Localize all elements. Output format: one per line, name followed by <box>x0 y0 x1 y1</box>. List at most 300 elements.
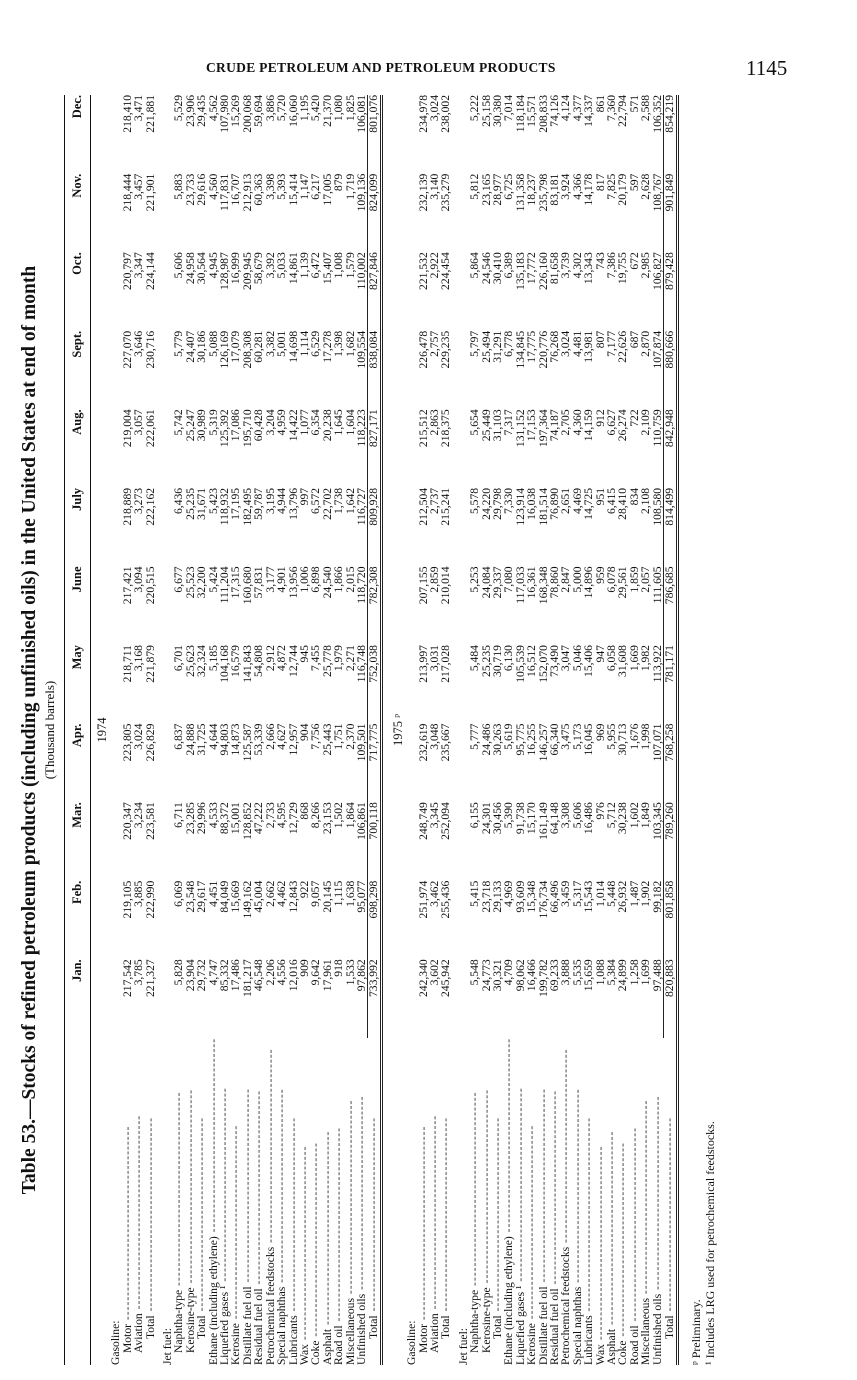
value-cell: 901,849 <box>664 174 677 253</box>
value-cell: 28,410 <box>616 487 630 520</box>
value-cell: 219,004 <box>120 409 134 448</box>
value-cell: 74,187 <box>548 409 562 442</box>
value-cell: 118,720 <box>354 566 368 604</box>
value-cell: 117,831 <box>218 173 232 211</box>
value-cell: 13,343 <box>582 252 596 285</box>
row-label-text: Total <box>195 1315 209 1339</box>
value-cell: 6,389 <box>502 252 516 279</box>
value-cell: 31,725 <box>195 723 209 756</box>
value-cell: 6,677 <box>172 566 186 593</box>
value-cell: 15,170 <box>525 802 539 835</box>
value-cell: 12,843 <box>286 880 300 913</box>
value-cell: 14,725 <box>582 487 596 520</box>
row-label-text: Total <box>367 1315 381 1339</box>
value-cell: 25,494 <box>479 330 493 363</box>
value-cell: 16,255 <box>525 723 539 756</box>
value-cell: 801,858 <box>664 881 677 960</box>
value-cell: 25,235 <box>479 645 493 677</box>
value-cell: 4,481 <box>570 330 584 357</box>
value-cell: 45,004 <box>252 880 266 913</box>
value-cell: 1,579 <box>343 252 357 279</box>
value-cell: 110,759 <box>650 409 664 447</box>
leader-dots: ---------------------------------------- <box>479 1088 493 1288</box>
leader-dots: ---------------------------------------- <box>593 1145 607 1345</box>
value-cell: 1,751 <box>332 723 346 750</box>
value-cell: 94,803 <box>218 723 232 756</box>
value-cell: 5,001 <box>275 330 289 357</box>
value-cell: 1,533 <box>343 959 357 986</box>
month-header: May <box>65 645 91 724</box>
value-cell: 12,957 <box>286 723 300 756</box>
value-cell: 6,130 <box>502 645 516 672</box>
value-cell: 14,896 <box>582 566 596 599</box>
table-caption <box>19 95 58 1365</box>
value-cell: 3,048 <box>427 723 441 750</box>
value-cell: 26,274 <box>616 409 630 442</box>
row-label-text: Kerosine-type <box>479 1287 493 1353</box>
row-label-text: Jet fuel: <box>456 1327 470 1365</box>
value-cell: 117,033 <box>513 566 527 604</box>
row-label-text: Motor <box>416 1324 430 1353</box>
value-cell: 30,263 <box>491 723 504 756</box>
row-label-text: Ethane (including ethylene) <box>206 1236 220 1365</box>
value-cell: 26,932 <box>616 880 630 913</box>
value-cell: 25,449 <box>479 409 493 442</box>
value-cell: 2,705 <box>559 409 573 436</box>
leader-dots: ---------------------------------------- <box>427 1114 441 1314</box>
value-cell: 226,829 <box>143 723 157 762</box>
value-cell: 5,420 <box>309 95 323 122</box>
value-cell: 29,798 <box>491 487 504 520</box>
value-cell: 1,258 <box>627 959 641 986</box>
value-cell: 107,071 <box>650 723 664 762</box>
value-cell: 30,719 <box>491 645 504 677</box>
value-cell: 1,864 <box>343 802 357 829</box>
value-cell: 123,914 <box>513 487 527 526</box>
value-cell: 25,443 <box>320 723 334 756</box>
value-cell: 1,115 <box>332 880 346 907</box>
value-cell: 23,904 <box>183 959 197 992</box>
value-cell: 103,345 <box>650 802 664 840</box>
value-cell: 95,775 <box>513 723 527 756</box>
value-cell: 230,716 <box>143 330 157 369</box>
value-cell: 5,742 <box>172 409 186 436</box>
value-cell: 15,407 <box>320 252 334 285</box>
value-cell: 5,384 <box>605 959 619 986</box>
value-cell: 1,147 <box>297 173 311 200</box>
row-label <box>356 1038 368 1365</box>
value-cell: 5,253 <box>468 566 482 593</box>
value-cell: 24,958 <box>183 252 197 285</box>
value-cell: 4,709 <box>502 959 516 986</box>
value-cell: 1,088 <box>593 959 607 986</box>
value-cell: 76,268 <box>548 330 562 363</box>
value-cell: 743 <box>593 252 607 270</box>
value-cell: 106,081 <box>354 95 368 133</box>
value-cell: 160,680 <box>240 566 254 605</box>
leader-dots: ---------------------------------------- <box>132 1114 146 1314</box>
value-cell: 116,727 <box>354 487 368 526</box>
value-cell: 2,057 <box>639 566 653 593</box>
value-cell: 83,181 <box>548 173 562 206</box>
value-cell: 2,733 <box>263 802 277 829</box>
value-cell: 6,217 <box>309 173 323 200</box>
value-cell: 2,206 <box>263 959 277 986</box>
value-cell: 5,883 <box>172 173 186 200</box>
value-cell: 5,812 <box>468 173 482 200</box>
value-cell: 1,669 <box>627 645 641 672</box>
value-cell: 2,108 <box>639 487 653 515</box>
value-cell: 25,778 <box>320 645 334 677</box>
value-cell: 782,308 <box>368 567 381 646</box>
value-cell: 248,749 <box>416 802 430 840</box>
value-cell: 817 <box>593 173 607 192</box>
value-cell: 13,956 <box>286 566 300 599</box>
value-cell: 5,606 <box>570 802 584 829</box>
value-cell: 2,870 <box>639 330 653 357</box>
value-cell <box>406 409 417 488</box>
value-cell: 3,140 <box>427 173 441 200</box>
value-cell: 733,992 <box>368 959 381 1038</box>
leader-dots: ---------------------------------------- <box>536 1088 550 1287</box>
value-cell: 168,348 <box>536 566 550 605</box>
value-cell: 1,195 <box>297 95 311 122</box>
value-cell: 2,370 <box>343 723 357 750</box>
value-cell: 3,234 <box>132 802 146 829</box>
value-cell: 29,435 <box>195 95 209 127</box>
value-cell: 834 <box>627 487 641 506</box>
value-cell: 4,560 <box>206 173 220 200</box>
leader-dots: ---------------------------------------- <box>416 1125 430 1325</box>
value-cell: 4,959 <box>275 409 289 436</box>
value-cell: 5,033 <box>275 252 289 279</box>
value-cell: 1,502 <box>332 802 346 829</box>
value-cell: 3,094 <box>132 566 146 593</box>
row-label-text: Kerosine <box>229 1323 243 1365</box>
value-cell: 768,258 <box>664 724 677 803</box>
value-cell: 14,698 <box>286 330 300 363</box>
value-cell: 197,364 <box>536 409 550 448</box>
row-label-text: Liquefied gases ¹ <box>218 1285 232 1365</box>
value-cell: 597 <box>627 173 641 192</box>
leader-dots: ---------------------------------------- <box>229 1124 243 1324</box>
leader-dots: ---------------------------------------- <box>502 1037 516 1237</box>
value-cell: 235,667 <box>439 723 453 762</box>
value-cell: 66,340 <box>548 723 562 756</box>
value-cell: 217,421 <box>120 566 134 605</box>
value-cell: 223,805 <box>120 723 134 762</box>
value-cell: 2,863 <box>427 409 441 436</box>
row-label-text: Jet fuel: <box>161 1327 175 1365</box>
row-label-text: Road oil <box>627 1325 641 1365</box>
value-cell: 4,901 <box>275 566 289 593</box>
value-cell: 687 <box>627 330 641 349</box>
value-cell: 32,324 <box>195 645 209 677</box>
value-cell: 57,831 <box>252 566 266 599</box>
value-cell: 59,787 <box>252 487 266 520</box>
value-cell: 4,562 <box>206 95 220 122</box>
value-cell: 5,606 <box>172 252 186 279</box>
value-cell: 220,347 <box>120 802 134 840</box>
value-cell: 6,529 <box>309 330 323 357</box>
value-cell: 212,913 <box>240 173 254 212</box>
row-label-text: Motor <box>120 1324 134 1353</box>
value-cell: 4,366 <box>570 173 584 200</box>
value-cell: 176,734 <box>536 880 550 919</box>
value-cell: 16,361 <box>525 566 539 599</box>
value-cell: 945 <box>297 645 311 663</box>
row-label-text: Special naphthas <box>275 1286 289 1365</box>
value-cell: 4,595 <box>275 802 289 829</box>
row-label-text: Road oil <box>332 1325 346 1365</box>
value-cell: 98,062 <box>513 959 527 992</box>
rotated-table-block <box>15 95 841 1365</box>
value-cell: 5,390 <box>502 802 516 829</box>
value-cell: 5,548 <box>468 959 482 986</box>
value-cell: 5,423 <box>206 487 220 515</box>
value-cell: 14,178 <box>582 173 596 206</box>
value-cell: 9,642 <box>309 959 323 986</box>
row-label-text: Naphtha-type <box>468 1289 482 1353</box>
value-cell: 838,084 <box>368 331 381 410</box>
value-cell: 6,701 <box>172 645 186 672</box>
value-cell: 868 <box>297 802 311 820</box>
value-cell: 215,241 <box>439 487 453 526</box>
value-cell: 30,989 <box>195 409 209 442</box>
value-cell: 672 <box>627 252 641 270</box>
value-cell: 4,747 <box>206 959 220 986</box>
value-cell: 251,974 <box>416 880 430 919</box>
value-cell: 20,145 <box>320 880 334 913</box>
value-cell: 105,539 <box>513 645 527 683</box>
leader-dots: ---------------------------------------- <box>491 1116 504 1316</box>
value-cell: 5,424 <box>206 566 220 593</box>
value-cell: 854,219 <box>664 95 677 174</box>
value-cell: 221,327 <box>143 959 157 997</box>
value-cell: 23,733 <box>183 173 197 206</box>
value-cell: 3,392 <box>263 252 277 279</box>
value-cell: 14,422 <box>286 409 300 442</box>
leader-dots: ---------------------------------------- <box>525 1124 539 1324</box>
value-cell: 221,901 <box>143 173 157 212</box>
value-cell: 5,535 <box>570 959 584 986</box>
leader-dots: ---------------------------------------- <box>559 1048 573 1247</box>
leader-dots: ---------------------------------------- <box>263 1048 277 1247</box>
value-cell: 222,061 <box>143 409 157 448</box>
table-row <box>368 95 381 1365</box>
value-cell: 210,014 <box>439 566 453 605</box>
value-cell: 17,079 <box>229 330 243 363</box>
row-label-text: Coke <box>309 1340 323 1365</box>
value-cell: 25,235 <box>183 487 197 520</box>
value-cell: 2,271 <box>343 645 357 672</box>
value-cell: 6,572 <box>309 487 323 515</box>
value-cell: 781,171 <box>664 645 677 724</box>
row-label-text: Total <box>439 1315 453 1339</box>
value-cell: 15,543 <box>582 880 596 913</box>
value-cell: 2,628 <box>639 173 653 200</box>
value-cell: 842,948 <box>664 409 677 488</box>
value-cell: 93,609 <box>513 880 527 913</box>
value-cell: 255,436 <box>439 880 453 919</box>
value-cell: 3,177 <box>263 566 277 593</box>
value-cell: 232,139 <box>416 173 430 212</box>
value-cell: 73,490 <box>548 645 562 677</box>
value-cell: 118,184 <box>513 95 527 133</box>
value-cell <box>406 881 417 960</box>
value-cell: 4,469 <box>570 487 584 515</box>
value-cell: 5,619 <box>502 723 516 750</box>
leader-dots: ---------------------------------------- <box>297 1145 311 1345</box>
value-cell: 3,057 <box>132 409 146 436</box>
value-cell: 16,512 <box>525 645 539 677</box>
value-cell: 229,235 <box>439 330 453 369</box>
value-cell: 6,058 <box>605 645 619 672</box>
value-cell: 3,195 <box>263 487 277 515</box>
value-cell: 4,644 <box>206 723 220 750</box>
value-cell: 827,171 <box>368 409 381 488</box>
value-cell: 24,407 <box>183 330 197 363</box>
leader-dots: ---------------------------------------- <box>627 1127 641 1326</box>
value-cell: 232,619 <box>416 723 430 762</box>
footnote-preliminary: ᵖ Preliminary. <box>688 1299 703 1365</box>
value-cell: 824,099 <box>368 174 381 253</box>
value-cell: 30,186 <box>195 330 209 363</box>
value-cell: 15,571 <box>525 95 539 127</box>
value-cell: 25,623 <box>183 645 197 677</box>
value-cell: 2,985 <box>639 252 653 279</box>
value-cell: 16,999 <box>229 252 243 285</box>
value-cell: 199,782 <box>536 959 550 997</box>
value-cell: 5,448 <box>605 880 619 907</box>
value-cell: 827,846 <box>368 252 381 331</box>
value-cell: 109,501 <box>354 723 368 762</box>
value-cell: 5,415 <box>468 880 482 907</box>
value-cell: 3,308 <box>559 802 573 829</box>
value-cell: 6,627 <box>605 409 619 436</box>
leader-dots: ---------------------------------------- <box>605 1130 619 1329</box>
value-cell: 16,486 <box>582 802 596 835</box>
value-cell: 60,281 <box>252 330 266 363</box>
row-label-text: Total <box>491 1315 504 1339</box>
value-cell: 23,165 <box>479 173 493 206</box>
leader-dots: ---------------------------------------- <box>662 1116 676 1316</box>
row-label-text: Total <box>662 1315 676 1339</box>
value-cell: 717,775 <box>368 724 381 803</box>
value-cell: 218,889 <box>120 487 134 526</box>
value-cell: 125,587 <box>240 723 254 762</box>
value-cell: 149,162 <box>240 880 254 919</box>
leader-dots: ---------------------------------------- <box>143 1116 157 1316</box>
leader-dots: ---------------------------------------- <box>172 1091 186 1290</box>
value-cell: 3,462 <box>427 880 441 907</box>
value-cell <box>406 488 417 567</box>
value-cell: 1,014 <box>593 880 607 907</box>
value-cell: 6,711 <box>172 802 186 828</box>
value-cell: 1,676 <box>627 723 641 750</box>
value-cell: 879 <box>332 173 346 192</box>
value-cell: 25,523 <box>183 566 197 599</box>
row-label-text: Distillate fuel oil <box>536 1286 550 1365</box>
value-cell: 30,380 <box>491 95 504 127</box>
value-cell: 814,499 <box>664 488 677 567</box>
value-cell: 922 <box>297 880 311 899</box>
value-cell: 84,049 <box>218 880 232 913</box>
value-cell: 74,126 <box>548 95 562 127</box>
value-cell <box>406 959 417 1038</box>
value-cell: 128,987 <box>218 252 232 290</box>
value-cell: 17,005 <box>320 173 334 206</box>
value-cell: 4,556 <box>275 959 289 986</box>
value-cell: 786,685 <box>664 567 677 646</box>
value-cell: 6,837 <box>172 723 186 750</box>
value-cell: 104,168 <box>218 645 232 683</box>
row-label-text: Aviation <box>132 1313 146 1353</box>
value-cell: 131,152 <box>513 409 527 448</box>
value-cell: 1,080 <box>332 95 346 122</box>
value-cell: 24,540 <box>320 566 334 599</box>
value-cell: 1,398 <box>332 330 346 357</box>
value-cell: 20,238 <box>320 409 334 442</box>
value-cell: 25,158 <box>479 95 493 127</box>
row-label <box>664 1038 677 1365</box>
row-label <box>652 1038 664 1365</box>
value-cell: 17,486 <box>229 959 243 992</box>
value-cell: 53,339 <box>252 723 266 756</box>
value-cell: 31,291 <box>491 330 504 363</box>
value-cell: 221,879 <box>143 645 157 683</box>
value-cell: 912 <box>593 409 607 427</box>
value-cell: 59,694 <box>252 95 266 127</box>
value-cell: 209,945 <box>240 252 254 290</box>
value-cell: 29,617 <box>195 880 209 913</box>
row-label-text: Wax <box>593 1344 607 1365</box>
value-cell: 22,794 <box>616 95 630 127</box>
row-label <box>440 1038 451 1365</box>
value-cell: 25,247 <box>183 409 197 442</box>
value-cell: 571 <box>627 95 641 113</box>
footnotes <box>689 95 717 1365</box>
value-cell: 1,849 <box>639 802 653 829</box>
value-cell: 3,024 <box>132 723 146 750</box>
value-cell: 5,484 <box>468 645 482 672</box>
leader-dots: ---------------------------------------- <box>309 1142 323 1341</box>
value-cell: 106,352 <box>650 95 664 133</box>
value-cell: 5,393 <box>275 173 289 200</box>
value-cell: 29,133 <box>491 880 504 913</box>
value-cell: 23,285 <box>183 802 197 835</box>
value-cell: 30,456 <box>491 802 504 835</box>
value-cell: 15,348 <box>525 880 539 913</box>
value-cell: 3,785 <box>132 959 146 986</box>
value-cell: 14,159 <box>582 409 596 442</box>
value-cell: 116,748 <box>354 645 368 683</box>
value-cell: 76,890 <box>548 487 562 520</box>
value-cell: 24,888 <box>183 723 197 756</box>
value-cell: 752,038 <box>368 645 381 724</box>
value-cell: 1,077 <box>297 409 311 436</box>
value-cell: 220,797 <box>120 252 134 290</box>
value-cell: 131,358 <box>513 173 527 212</box>
value-cell: 2,912 <box>263 645 277 672</box>
value-cell: 997 <box>297 487 311 506</box>
value-cell: 7,360 <box>605 95 619 122</box>
value-cell: 222,162 <box>143 487 157 526</box>
value-cell: 1,825 <box>343 95 357 122</box>
value-cell: 3,031 <box>427 645 441 672</box>
value-cell: 17,315 <box>229 566 243 599</box>
row-label-text: Unfinished oils <box>355 1293 369 1365</box>
